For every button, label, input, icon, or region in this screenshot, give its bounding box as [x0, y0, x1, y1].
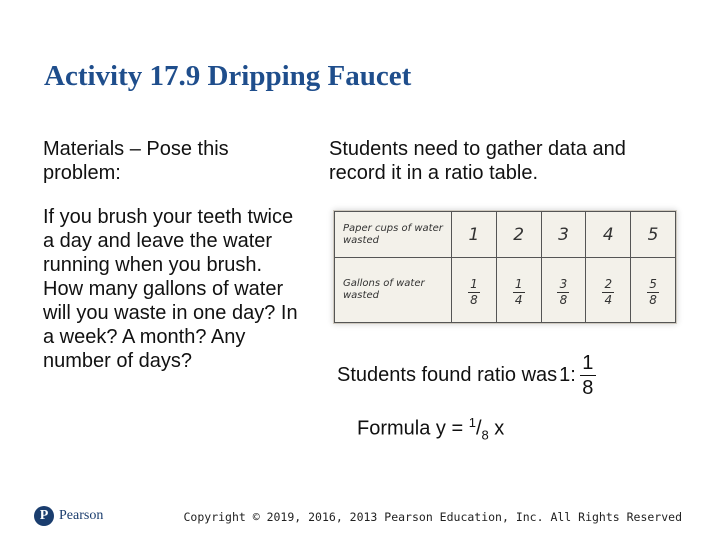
- pearson-wordmark: Pearson: [59, 508, 104, 523]
- intro-text: Students need to gather data and record it in a ratio table.: [329, 138, 626, 184]
- ratio-numerator: 1: [582, 352, 594, 374]
- table-row-cups: [335, 212, 676, 258]
- ratio-found-line: [337, 352, 596, 399]
- denominator: 4: [604, 293, 613, 308]
- problem-text: If you brush your teeth twice a day and leave the water running when you brush. How many gallons of water will you waste in one day? In a week? A month? Any number of days?: [43, 206, 298, 372]
- formula-suffix: x: [488, 417, 505, 440]
- slide-title: Activity 17.9 Dripping Faucet: [44, 60, 412, 92]
- formula-denominator: 8: [481, 427, 489, 443]
- denominator: 8: [559, 293, 568, 308]
- ratio-table-image: [333, 210, 677, 324]
- denominator: 8: [470, 293, 478, 308]
- numerator: 2: [604, 277, 613, 292]
- table-row-gallons: [335, 258, 676, 323]
- table-cell: 5: [631, 212, 676, 258]
- formula-numerator: 1: [468, 415, 476, 430]
- row-label-cups: Paper cups of water wasted: [335, 212, 452, 258]
- fraction: [647, 278, 659, 307]
- copyright-text: Copyright © 2019, 2016, 2013 Pearson Education, Inc. All Rights Reserved: [183, 510, 682, 524]
- pearson-logo: [34, 506, 103, 526]
- ratio-fraction: [580, 352, 596, 399]
- pearson-p-icon: P: [34, 506, 54, 526]
- table-cell: 2: [496, 212, 541, 258]
- formula-line: [357, 415, 504, 443]
- denominator: 8: [649, 293, 657, 308]
- materials-text: Materials – Pose this problem:: [43, 138, 229, 184]
- numerator: 1: [514, 277, 523, 292]
- table-cell: 1: [452, 212, 497, 258]
- fraction: [513, 278, 525, 307]
- formula-prefix: Formula y =: [357, 417, 469, 440]
- formula-slash: /: [475, 417, 482, 440]
- table-cell: [586, 258, 631, 323]
- fraction: [602, 278, 614, 307]
- fraction: [468, 278, 480, 307]
- ratio-found-label: Students found ratio was: [337, 364, 558, 386]
- numerator: 5: [649, 277, 657, 292]
- fraction: [557, 278, 569, 307]
- left-column: [43, 137, 305, 373]
- table-cell: [496, 258, 541, 323]
- row-label-gallons: Gallons of water wasted: [335, 258, 452, 323]
- table-cell: [631, 258, 676, 323]
- denominator: 4: [514, 293, 523, 308]
- ratio-denominator: 8: [582, 377, 594, 399]
- table-cell: [452, 258, 497, 323]
- table-cell: [541, 258, 586, 323]
- ratio-left: 1:: [559, 364, 576, 386]
- numerator: 1: [470, 277, 478, 292]
- table-cell: 4: [586, 212, 631, 258]
- ratio-table: [334, 211, 676, 323]
- table-cell: 3: [541, 212, 586, 258]
- numerator: 3: [559, 277, 568, 292]
